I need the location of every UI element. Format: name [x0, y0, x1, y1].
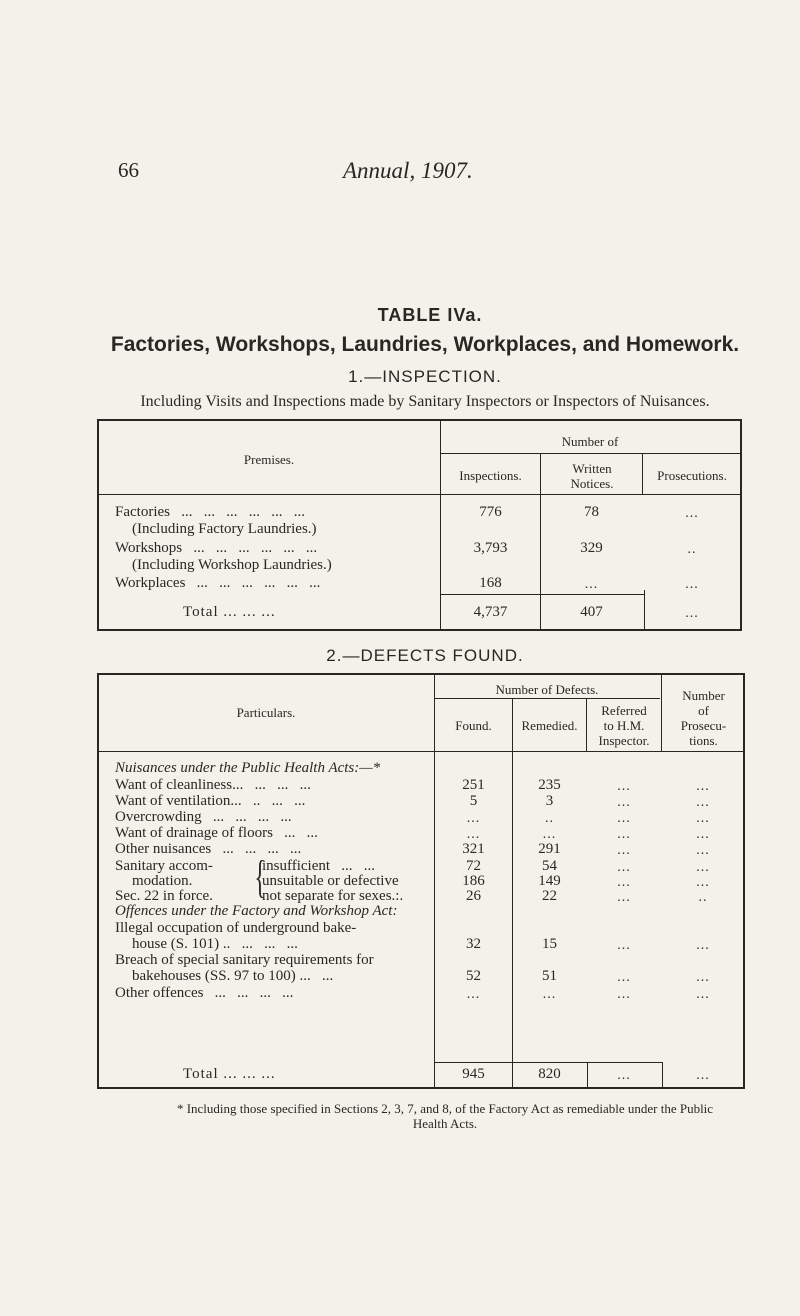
total-notices: 407	[580, 604, 603, 620]
cell-remedied: 149	[538, 873, 561, 889]
sanitary-label-line: Sanitary accom-	[115, 858, 213, 874]
premises-header: Premises.	[243, 452, 295, 467]
total-prosecutions: ...	[685, 606, 699, 621]
sanitary-label-line: modation.	[132, 873, 193, 889]
cell-notices: ...	[584, 577, 599, 592]
inspections-header: Inspections.	[459, 468, 522, 483]
cell-referred: ...	[617, 811, 631, 826]
cell-remedied: ...	[542, 987, 557, 1002]
cell-found: 26	[466, 888, 481, 904]
page-number: 66	[118, 158, 139, 182]
table-row: Want of ventilation... .. ... ...	[115, 793, 306, 809]
cell-referred: ...	[617, 827, 631, 842]
cell-remedied: 235	[538, 777, 561, 793]
number-of-defects-header: Number of Defects.	[495, 682, 599, 697]
group-heading: Offences under the Factory and Workshop Act:	[115, 903, 398, 919]
cell-remedied: 54	[542, 858, 557, 874]
cell-found: 72	[466, 858, 481, 874]
table-row-continued: bakehouses (SS. 97 to 100) ... ...	[132, 968, 334, 984]
cell-remedied: 3	[545, 793, 554, 809]
cell-prosecutions: ...	[696, 938, 710, 953]
table-row: Factories ... ... ... ... ... ...	[115, 504, 305, 520]
cell-found: ...	[466, 827, 481, 842]
cell-prosecutions: ...	[696, 875, 710, 890]
cell-found: 321	[462, 841, 485, 857]
cell-prosecutions: ...	[696, 827, 710, 842]
table-row: Want of drainage of floors ... ...	[115, 825, 318, 841]
total-row-label: Total ... ... ...	[183, 604, 276, 620]
running-head: Annual, 1907.	[343, 158, 473, 183]
cell-referred: ...	[617, 843, 631, 858]
table-row: Want of cleanliness... ... ... ...	[115, 777, 311, 793]
cell-referred: ...	[617, 875, 631, 890]
sanitary-label-line: Sec. 22 in force.	[115, 888, 213, 904]
cell-referred: ...	[617, 779, 631, 794]
cell-found: 5	[469, 793, 478, 809]
cell-referred: ...	[617, 795, 631, 810]
cell-notices: 78	[584, 504, 599, 520]
cell-referred: ...	[617, 987, 631, 1002]
cell-prosecutions: ...	[696, 795, 710, 810]
section1-subtitle: Including Visits and Inspections made by Sanitary Inspectors or Inspectors of Nuisances.	[140, 393, 710, 410]
cell-inspections: 3,793	[473, 540, 508, 556]
table-row: Other nuisances ... ... ... ...	[115, 841, 302, 857]
number-of-header: Number of	[561, 434, 619, 449]
section2-title: 2.—DEFECTS FOUND.	[326, 646, 524, 665]
found-header: Found.	[455, 718, 492, 733]
cell-found: ...	[466, 811, 481, 826]
sanitary-item: insufficient ... ...	[262, 858, 376, 874]
cell-remedied: 51	[542, 968, 557, 984]
table-row-continued: house (S. 101) .. ... ... ...	[132, 936, 298, 952]
cell-prosecutions: ..	[698, 890, 708, 905]
written-notices-header: Written Notices.	[570, 461, 614, 491]
cell-found: ...	[466, 987, 481, 1002]
table-row: Workplaces ... ... ... ... ... ...	[115, 575, 321, 591]
section1-title: 1.—INSPECTION.	[348, 367, 502, 386]
cell-prosecutions: ...	[696, 811, 710, 826]
cell-remedied: ...	[542, 827, 557, 842]
total-remedied: 820	[538, 1066, 561, 1082]
referred-header: Referred to H.M. Inspector.	[598, 703, 650, 748]
group-heading: Nuisances under the Public Health Acts:—*	[115, 760, 381, 776]
total-row-label: Total ... ... ...	[183, 1066, 276, 1082]
cell-found: 32	[466, 936, 481, 952]
cell-prosecutions: ...	[696, 970, 710, 985]
cell-prosecutions: ...	[696, 860, 710, 875]
number-of-prosecutions-header: Number of Prosecu-tions.	[680, 688, 727, 748]
table-title: TABLE IVa.	[377, 305, 483, 325]
remedied-header: Remedied.	[521, 718, 578, 733]
sanitary-item: not separate for sexes.:.	[262, 888, 404, 904]
cell-remedied: ..	[545, 811, 554, 826]
total-prosecutions: ...	[696, 1068, 710, 1083]
table-row: Workshops ... ... ... ... ... ...	[115, 540, 318, 556]
cell-remedied: 22	[542, 888, 557, 904]
cell-referred: ...	[617, 970, 631, 985]
sanitary-item: unsuitable or defective	[262, 873, 399, 889]
brace-icon: {	[254, 851, 266, 902]
cell-found: 52	[466, 968, 481, 984]
cell-prosecutions: ..	[687, 542, 697, 557]
cell-notices: 329	[580, 540, 603, 556]
row-note: (Including Factory Laundries.)	[132, 521, 317, 537]
cell-prosecutions: ...	[685, 577, 699, 592]
cell-prosecutions: ...	[696, 779, 710, 794]
row-note: (Including Workshop Laundries.)	[132, 557, 332, 573]
footnote: * Including those specified in Sections 2, 3, 7, and 8, of the Factory Act as remediable under the Public Health Acts.	[176, 1101, 714, 1131]
main-title: Factories, Workshops, Laundries, Workplaces, and Homework.	[110, 333, 740, 356]
cell-found: 251	[462, 777, 485, 793]
cell-prosecutions: ...	[696, 987, 710, 1002]
table-row: Illegal occupation of underground bake-	[115, 920, 357, 936]
cell-inspections: 776	[479, 504, 502, 520]
table-row: Overcrowding ... ... ... ...	[115, 809, 292, 825]
cell-referred: ...	[617, 938, 631, 953]
cell-prosecutions: ...	[696, 843, 710, 858]
cell-remedied: 291	[538, 841, 561, 857]
cell-referred: ...	[617, 890, 631, 905]
table-row: Other offences ... ... ... ...	[115, 985, 294, 1001]
cell-referred: ...	[617, 860, 631, 875]
particulars-header: Particulars.	[236, 705, 296, 720]
cell-remedied: 15	[542, 936, 557, 952]
cell-found: 186	[462, 873, 485, 889]
cell-prosecutions: ...	[685, 506, 699, 521]
total-referred: ...	[617, 1068, 631, 1083]
prosecutions-header: Prosecutions.	[657, 468, 727, 483]
total-inspections: 4,737	[473, 604, 508, 620]
total-found: 945	[462, 1066, 485, 1082]
cell-inspections: 168	[479, 575, 502, 591]
table-row: Breach of special sanitary requirements for	[115, 952, 374, 968]
